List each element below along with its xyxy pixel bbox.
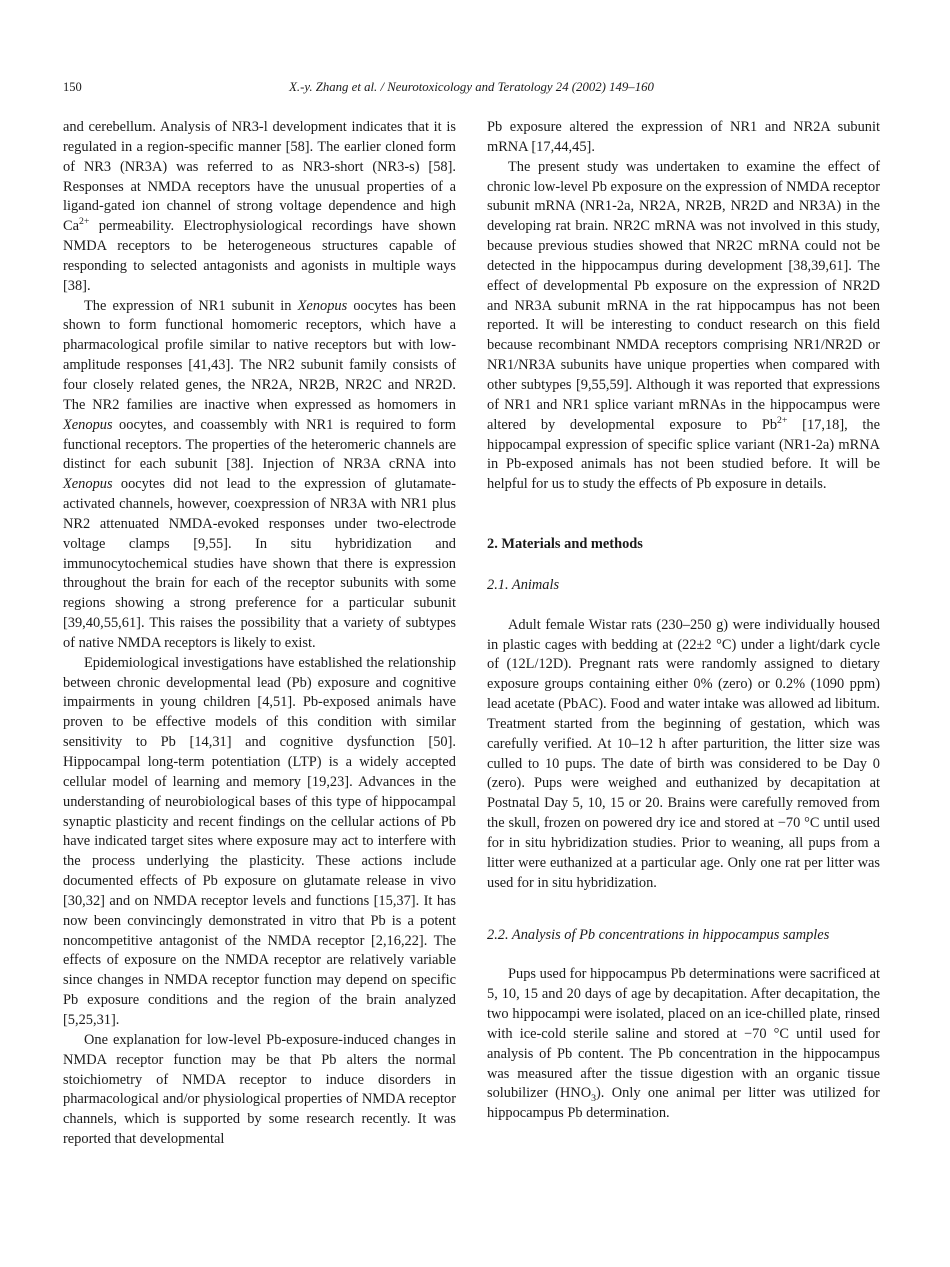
paragraph-epidemiological: Epidemiological investigations have established the relationship between chronic developmental lead (Pb) exposure and cognitive impairments in young children [4,51]. Pb-exposed animals have proven to be effective models of this condition with similar sensitivity to Pb [14,31] and cognitive dysfunction [50]. Hippocampal long-term potentiation (LTP) is a widely accepted cellular model of learning and memory [19,23]. Advances in the understanding of neurobiological bases of this type of hippocampal synaptic plasticity and recent findings on the cellular actions of Pb have indicated target sites where exposure may act to interfere with the process underlying the plasticity. These actions include documented effects of Pb exposure on glutamate release in vivo [30,32] and on NMDA receptor levels and functions [15,37]. It has now been convincingly demonstrated in vitro that Pb is a potent noncompetitive antagonist of the NMDA receptor [2,16,22]. The effects of exposure on the NMDA receptor are relatively variable since changes in NMDA receptor function may depend on specific Pb exposure conditions and the region of the brain analyzed [5,25,31]. <box>63 654 456 1028</box>
spacer-after-subsection-pb-analysis <box>487 945 880 965</box>
spacer-after-subsection-animals <box>487 596 880 616</box>
running-head <box>63 78 880 96</box>
paragraph-pb-analysis: Pups used for hippocampus Pb determinations were sacrificed at 5, 10, 15 and 20 days of age by decapitation. After decapitation, the two hippocampi were isolated, placed on an ice-chilled plate, rinsed with ice-cold sterile saline and stored at −70 °C until used for analysis of Pb content. The Pb concentration in the hippocampus was measured after the tissue digestion with an organic tissue solubilizer $(HNO_3)$. Only one animal per litter was utilized for hippocampus Pb determination. <box>487 966 880 1122</box>
page-number: 150 <box>63 80 82 94</box>
paragraph-one-explanation: One explanation for low-level Pb-exposure-induced changes in NMDA receptor function may be that Pb alters the normal stoichiometry of NMDA receptor to induce disorders in pharmacological and/or physiological properties of NMDA receptor channels, which is supported by some research recently. It was reported that developmental <box>63 1031 456 1148</box>
spacer-before-subsection-pb-analysis <box>487 894 880 926</box>
paragraph-present-study: The present study was undertaken to examine the effect of chronic low-level Pb exposure on the expression of NMDA receptor subunit mRNA (NR1-2a, NR2A, NR2B, NR2D and NR3A) in the developing rat brain. NR2C mRNA was not involved in this study, because previous studies showed that NR2C mRNA could not be detected in the hippocampus during development [38,39,61]. The effect of developmental Pb exposure on the expression of NR2D and NR3A subunit mRNA in the rat hippocampus has not been reported. It will be interesting to conduct research on this field because recombinant NMDA receptors comprising NR1/NR2D or NR1/NR3A subunits have unique properties when compared with other subtypes [9,55,59]. Although it was reported that expressions of NR1 and NR1 splice variant mRNAs in the hippocampus were altered by developmental exposure to $Pb^{2+}$ [17,18], the hippocampal expression of specific splice variant (NR1-2a) mRNA in Pb-exposed animals has not been studied before. It will be helpful for us to study the effects of Pb exposure in details. <box>487 158 880 493</box>
spacer-before-subsection-animals <box>487 555 880 576</box>
running-head-citation: X.-y. Zhang et al. / Neurotoxicology and Teratology 24 (2002) 149–160 <box>289 80 654 94</box>
paragraph-nr3l-development: and cerebellum. Analysis of NR3-l development indicates that it is regulated in a region-specific manner [58]. The earlier cloned form of NR3 (NR3A) was referred to as NR3-short (NR3-s) [58]. Responses at NMDA receptors have the unusual properties of a ligand-gated ion channel of strong voltage dependence and high $Ca^{2+}$ permeability. Electrophysiological recordings have shown NMDA receptors to be heterogeneous structures capable of responding to selected antagonists and agonists in multiple ways [38]. <box>63 119 456 294</box>
spacer-before-section <box>487 495 880 535</box>
paragraph-pb-altered: Pb exposure altered the expression of NR1 and NR2A subunit mRNA [17,44,45]. <box>487 119 880 155</box>
section-heading-materials-and-methods: 2. Materials and methods <box>487 536 643 553</box>
subsection-heading-pb-analysis: 2.2. Analysis of Pb concentrations in hippocampus samples <box>487 926 830 943</box>
paragraph-animals: Adult female Wistar rats (230–250 g) were individually housed in plastic cages with bedding at (22±2 °C) under a light/dark cycle of (12L/12D). Pregnant rats were randomly assigned to dietary exposure groups containing either 0% (zero) or 0.2% (1090 ppm) lead acetate (PbAC). Food and water intake was allowed ad libitum. Treatment started from the beginning of gestation, which was carefully verified. At 10–12 h after parturition, the litter size was culled to 10 pups. The date of birth was considered to be Day 0 (zero). Pups were weighed and euthanized by decapitation at Postnatal Day 5, 10, 15 or 20. Brains were carefully removed from the skull, frozen on powered dry ice and stored at −70 °C until used for in situ hybridization studies. Prior to weaning, all pups from a litter were euthanized at a particular age. Only one rat per litter was used for in situ hybridization. <box>487 616 880 891</box>
subsection-heading-animals: 2.1. Animals <box>487 576 560 593</box>
column-right <box>487 118 880 1124</box>
column-left <box>63 118 456 1150</box>
paragraph-nr1-expression: The expression of NR1 subunit in Xenopus oocytes has been shown to form functional homomeric receptors, which have a pharmacological profile similar to native receptors but with low-amplitude responses [41,43]. The NR2 subunit family consists of four closely related genes, the NR2A, NR2B, NR2C and NR2D. The NR2 families are inactive when expressed as homomers in Xenopus oocytes, and coassembly with NR1 is required to form functional receptors. The properties of the heteromeric channels are distinct for each subunit [38]. Injection of NR3A cRNA into Xenopus oocytes did not lead to the expression of glutamate-activated channels, however, coexpression of NR3A with NR1 plus NR2 attenuated NMDA-evoked responses under two-electrode voltage clamps [9,55]. In situ hybridization and immunocytochemical studies have shown that there is expression throughout the brain for each of the receptor subunits with some regions showing a strong preference for a particular subunit [39,40,55,61]. This raises the possibility that a variety of subtypes of native NMDA receptors is likely to exist. <box>63 297 456 651</box>
